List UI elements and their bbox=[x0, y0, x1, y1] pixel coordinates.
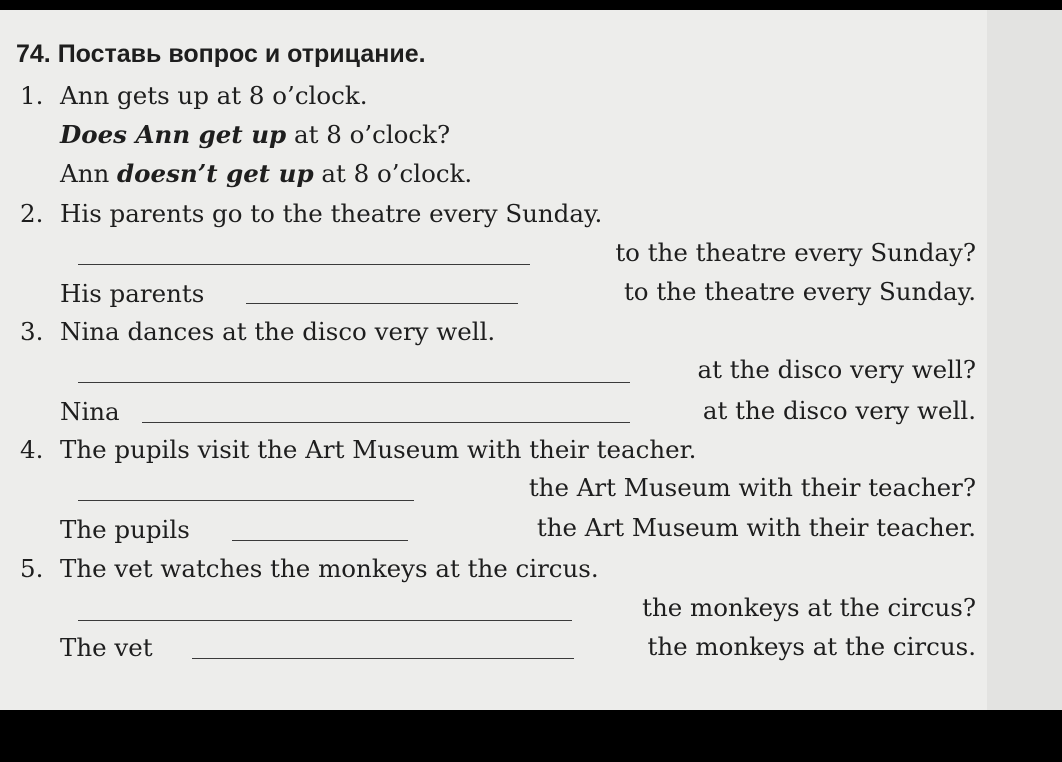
task-sentence-row bbox=[20, 199, 603, 228]
example-question-bold: Does Ann get up bbox=[60, 120, 287, 149]
example-question bbox=[60, 120, 451, 149]
example-question-rest: at 8 o’clock? bbox=[286, 120, 451, 149]
question-blank-line[interactable] bbox=[78, 382, 630, 383]
negative-subject: The vet bbox=[60, 633, 153, 662]
task-sentence: Nina dances at the disco very well. bbox=[60, 317, 496, 346]
example-negative-rest: at 8 o’clock. bbox=[313, 159, 473, 188]
task-number: 5. bbox=[20, 554, 44, 583]
negative-tail: at the disco very well. bbox=[702, 396, 976, 425]
negative-tail: the monkeys at the circus. bbox=[647, 632, 976, 661]
task-number: 3. bbox=[20, 317, 44, 346]
question-tail: the Art Museum with their teacher? bbox=[528, 473, 976, 502]
task-sentence-row bbox=[20, 317, 496, 346]
task-sentence: His parents go to the theatre every Sunday. bbox=[60, 199, 603, 228]
question-blank-line[interactable] bbox=[78, 500, 414, 501]
question-blank-line[interactable] bbox=[78, 264, 530, 265]
example-negative bbox=[60, 159, 473, 188]
negative-blank-line[interactable] bbox=[246, 303, 518, 304]
task-sentence-row bbox=[20, 435, 697, 464]
task-sentence: The pupils visit the Art Museum with their teacher. bbox=[60, 435, 697, 464]
task-number: 4. bbox=[20, 435, 44, 464]
question-tail: the monkeys at the circus? bbox=[642, 593, 976, 622]
task-number: 2. bbox=[20, 199, 44, 228]
negative-tail: the Art Museum with their teacher. bbox=[536, 513, 976, 542]
example-negative-start: Ann bbox=[60, 159, 118, 188]
example-number: 1. bbox=[20, 81, 44, 110]
example-negative-bold: doesn’t get up bbox=[117, 159, 314, 188]
task-sentence-row bbox=[20, 554, 599, 583]
negative-subject: The pupils bbox=[60, 515, 190, 544]
example-sentence: Ann gets up at 8 o’clock. bbox=[60, 81, 368, 110]
question-tail: to the theatre every Sunday? bbox=[615, 238, 976, 267]
task-sentence: The vet watches the monkeys at the circus. bbox=[60, 554, 599, 583]
negative-tail: to the theatre every Sunday. bbox=[623, 277, 976, 306]
page-edge-shadow bbox=[987, 10, 1062, 710]
negative-subject: His parents bbox=[60, 279, 205, 308]
negative-subject: Nina bbox=[60, 397, 120, 426]
worksheet-page bbox=[0, 10, 1062, 710]
bottom-black-bar bbox=[0, 710, 1062, 762]
negative-blank-line[interactable] bbox=[142, 422, 630, 423]
negative-blank-line[interactable] bbox=[192, 658, 574, 659]
top-black-bar bbox=[0, 0, 1062, 10]
exercise-title: 74. Поставь вопрос и отрицание. bbox=[16, 40, 426, 68]
negative-blank-line[interactable] bbox=[232, 540, 408, 541]
example-sentence-row bbox=[20, 81, 368, 110]
question-tail: at the disco very well? bbox=[697, 355, 976, 384]
question-blank-line[interactable] bbox=[78, 620, 572, 621]
